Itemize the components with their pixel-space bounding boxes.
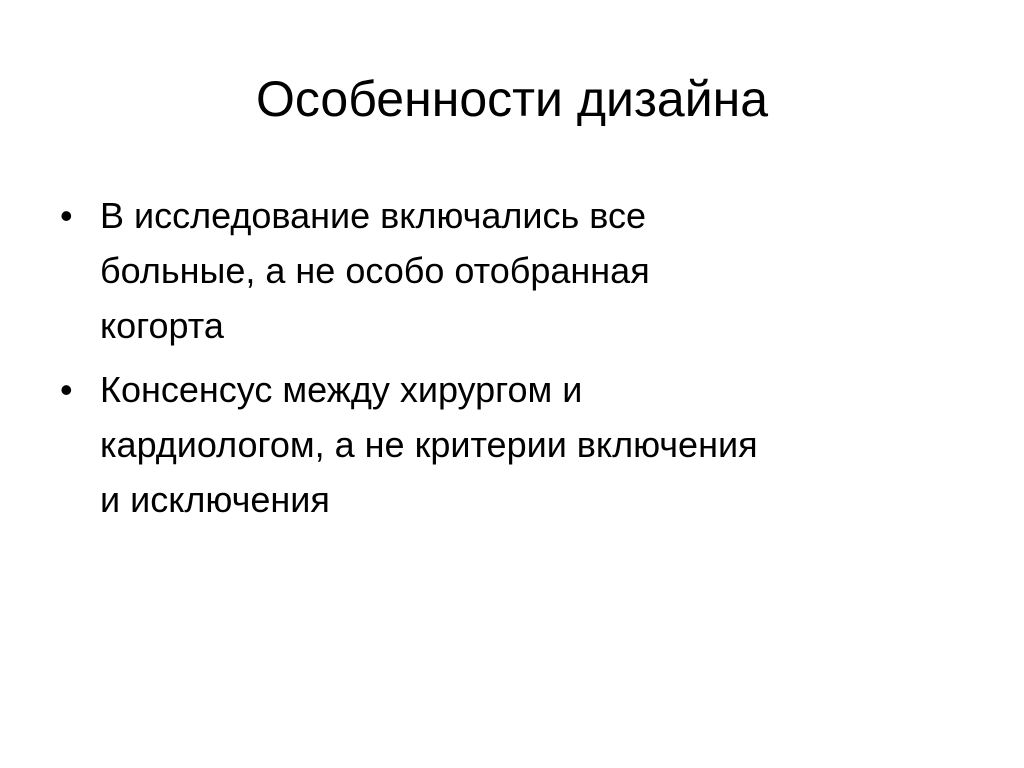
- list-item: [60, 362, 960, 527]
- bullet-list: [60, 188, 960, 536]
- slide-title: Особенности дизайна: [255, 71, 769, 127]
- bullet-icon: •: [60, 369, 73, 410]
- list-item: [60, 188, 960, 353]
- bullet-text: Консенсус между хирургом и кардиологом, а не критерии включения и исключения: [100, 369, 758, 520]
- bullet-text: В исследование включались все больные, а не особо отобранная когорта: [100, 195, 650, 346]
- bullet-icon: •: [60, 195, 73, 236]
